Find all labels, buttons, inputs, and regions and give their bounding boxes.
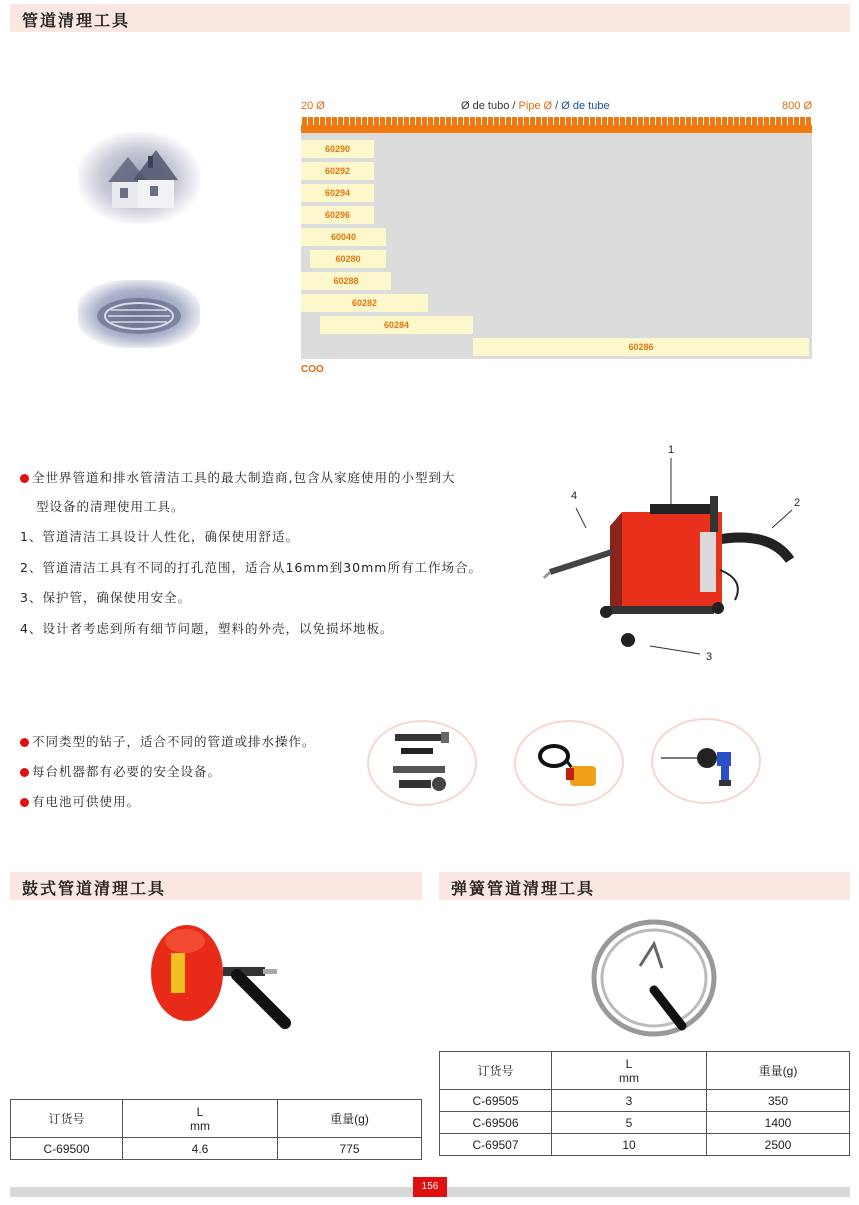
bullet-dot-icon xyxy=(20,474,29,483)
table-row xyxy=(11,1138,422,1160)
spring-section-title: 弹簧管道清理工具 xyxy=(451,879,596,898)
battery-drill-image xyxy=(651,718,761,804)
range-bar: 60288 xyxy=(301,272,391,290)
feature-lead xyxy=(20,470,455,486)
chart-title-es: Ø de tubo / xyxy=(461,100,519,112)
callout-2: 2 xyxy=(794,497,801,509)
drum-section-title: 鼓式管道清理工具 xyxy=(22,879,167,898)
length-unit: mm xyxy=(190,1118,210,1133)
callout-1: 1 xyxy=(668,444,675,456)
order-number: C-69506 xyxy=(440,1112,552,1134)
feature-item-1: 1、管道清洁工具设计人性化，确保使用舒适。 xyxy=(20,529,299,544)
range-bar: 60282 xyxy=(301,294,428,312)
length-value: 5 xyxy=(552,1112,707,1134)
chart-footer-label: COO xyxy=(301,364,324,375)
col-order-header: 订货号 xyxy=(11,1100,123,1138)
callout-4: 4 xyxy=(571,490,578,502)
spring-section-bar xyxy=(439,872,850,900)
chart-ruler xyxy=(301,117,812,133)
spring-tool-image xyxy=(590,918,720,1043)
range-bar: 60284 xyxy=(320,316,473,334)
chart-title-fr: / Ø de tube xyxy=(552,100,610,112)
chart-min-label: 20 Ø xyxy=(301,100,325,112)
page-title: 管道清理工具 xyxy=(22,11,131,30)
drum-section-bar xyxy=(10,872,422,900)
bullet-dot-icon xyxy=(20,798,29,807)
length-label: L xyxy=(196,1104,204,1119)
accessory-text-2: 每台机器都有必要的安全设备。 xyxy=(32,764,222,779)
range-bar: 60040 xyxy=(301,228,386,246)
feature-item-2: 2、管道清洁工具有不同的打孔范围，适合从16mm到30mm所有工作场合。 xyxy=(20,560,482,575)
col-weight-header: 重量(g) xyxy=(707,1052,850,1090)
drum-tool-image xyxy=(145,915,295,1040)
house-photo xyxy=(78,132,200,224)
table-row xyxy=(440,1090,850,1112)
col-length-header xyxy=(123,1100,278,1138)
drain-machine-illustration xyxy=(540,440,810,670)
weight-value: 1400 xyxy=(707,1112,850,1134)
feature-item-4: 4、设计者考虑到所有细节问题，塑料的外壳，以免损坏地板。 xyxy=(20,621,394,636)
range-bar: 60286 xyxy=(473,338,809,356)
range-bar: 60292 xyxy=(301,162,374,180)
feature-lead-line2: 型设备的清理使用工具。 xyxy=(36,499,185,514)
chart-max-label: 800 Ø xyxy=(782,100,812,112)
order-number: C-69500 xyxy=(11,1138,123,1160)
range-bar: 60280 xyxy=(310,250,386,268)
range-bar: 60294 xyxy=(301,184,374,202)
feature-lead-line1: 全世界管道和排水管清洁工具的最大制造商,包含从家庭使用的小型到大 xyxy=(32,470,456,485)
length-value: 4.6 xyxy=(123,1138,278,1160)
accessory-text-1: 不同类型的钻子，适合不同的管道或排水操作。 xyxy=(32,734,316,749)
col-order-header: 订货号 xyxy=(440,1052,552,1090)
accessory-bullet-2 xyxy=(20,764,221,780)
length-unit: mm xyxy=(619,1070,639,1085)
chart-area xyxy=(301,133,812,359)
spring-spec-table xyxy=(439,1051,850,1156)
range-bar: 60290 xyxy=(301,140,374,158)
bullet-dot-icon xyxy=(20,738,29,747)
weight-value: 2500 xyxy=(707,1134,850,1156)
chart-title xyxy=(461,100,610,112)
weight-value: 350 xyxy=(707,1090,850,1112)
pipe-range-chart xyxy=(301,98,812,378)
drum-spec-table xyxy=(10,1099,422,1160)
table-row xyxy=(440,1134,850,1156)
drain-photo xyxy=(78,280,200,348)
order-number: C-69505 xyxy=(440,1090,552,1112)
drill-bits-image xyxy=(367,720,477,806)
bullet-dot-icon xyxy=(20,768,29,777)
range-bar: 60296 xyxy=(301,206,374,224)
page-title-bar xyxy=(10,4,850,32)
col-weight-header: 重量(g) xyxy=(278,1100,422,1138)
feature-item-3: 3、保护管，确保使用安全。 xyxy=(20,590,191,605)
chart-header xyxy=(301,98,812,116)
callout-3: 3 xyxy=(706,651,713,663)
accessory-bullet-1 xyxy=(20,734,316,750)
accessory-bullet-3 xyxy=(20,794,140,810)
length-label: L xyxy=(625,1056,633,1071)
length-value: 3 xyxy=(552,1090,707,1112)
gloves-cable-image xyxy=(514,720,624,806)
weight-value: 775 xyxy=(278,1138,422,1160)
accessory-text-3: 有电池可供使用。 xyxy=(32,794,141,809)
order-number: C-69507 xyxy=(440,1134,552,1156)
table-row xyxy=(440,1112,850,1134)
page-number: 156 xyxy=(413,1177,447,1197)
chart-title-en: Pipe Ø xyxy=(518,100,553,112)
length-value: 10 xyxy=(552,1134,707,1156)
col-length-header xyxy=(552,1052,707,1090)
